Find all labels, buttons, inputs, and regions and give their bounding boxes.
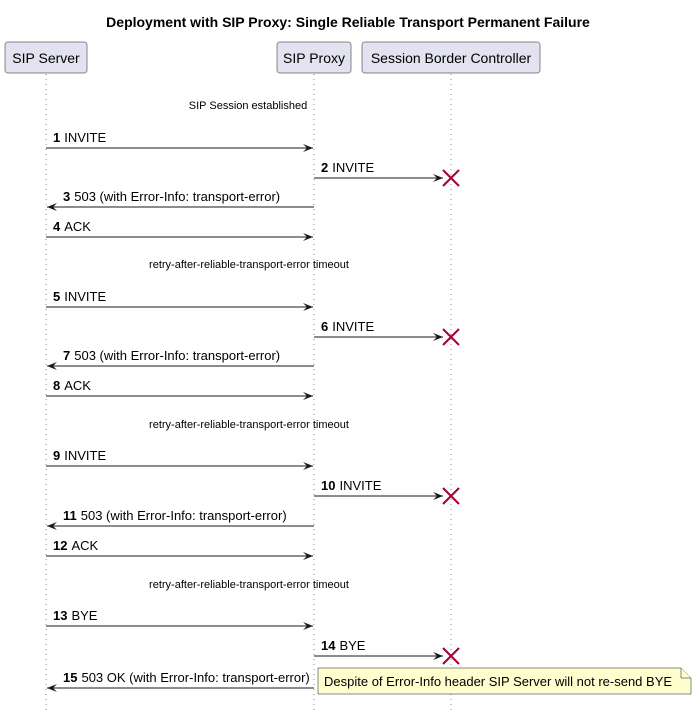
message-number: 2 bbox=[321, 160, 329, 175]
message-number: 6 bbox=[321, 319, 329, 334]
message-number: 14 bbox=[321, 638, 336, 653]
message-text: INVITE bbox=[332, 319, 375, 334]
message-10 bbox=[314, 478, 459, 504]
message-number: 11 bbox=[63, 508, 77, 523]
message-label bbox=[321, 638, 366, 653]
message-number: 13 bbox=[53, 608, 68, 623]
message-1 bbox=[46, 130, 313, 152]
message-text: BYE bbox=[71, 608, 98, 623]
message-13 bbox=[46, 608, 313, 630]
divider-label: SIP Session established bbox=[188, 100, 308, 112]
message-number: 9 bbox=[53, 448, 61, 463]
message-text: BYE bbox=[339, 638, 366, 653]
message-number: 15 bbox=[63, 670, 78, 685]
message-label bbox=[321, 478, 382, 493]
message-2 bbox=[314, 160, 459, 186]
message-4 bbox=[46, 219, 313, 241]
message-12 bbox=[46, 538, 313, 560]
message-14 bbox=[314, 638, 459, 664]
message-number: 7 bbox=[63, 348, 71, 363]
message-number: 10 bbox=[321, 478, 336, 493]
message-text: INVITE bbox=[332, 160, 375, 175]
message-7 bbox=[47, 348, 314, 370]
message-label bbox=[63, 348, 280, 363]
message-number: 5 bbox=[53, 289, 61, 304]
participant-sbc bbox=[362, 42, 540, 73]
message-text: 503 (with Error-Info: transport-error) bbox=[80, 508, 287, 523]
message-6 bbox=[314, 319, 459, 345]
message-15 bbox=[47, 670, 314, 692]
participant-label: SIP Proxy bbox=[283, 50, 345, 66]
message-label bbox=[321, 319, 374, 334]
participant-label: Session Border Controller bbox=[370, 50, 532, 66]
divider-label: retry-after-reliable-transport-error timeout bbox=[149, 419, 349, 431]
message-8 bbox=[46, 378, 313, 400]
participant-sip-server bbox=[5, 42, 87, 73]
participant-sip-proxy bbox=[277, 42, 351, 73]
diagram-title: Deployment with SIP Proxy: Single Reliable Transport Permanent Failure bbox=[106, 14, 590, 30]
message-label bbox=[321, 160, 374, 175]
message-label bbox=[63, 670, 310, 685]
message-text: INVITE bbox=[339, 478, 382, 493]
message-11 bbox=[47, 508, 314, 530]
participant-label: SIP Server bbox=[12, 50, 80, 66]
note bbox=[318, 668, 691, 694]
message-label bbox=[53, 538, 99, 553]
message-text: 503 OK (with Error-Info: transport-error) bbox=[81, 670, 310, 685]
note-text: Despite of Error-Info header SIP Server will not re-send BYE bbox=[324, 674, 673, 689]
message-text: 503 (with Error-Info: transport-error) bbox=[74, 348, 281, 363]
message-number: 4 bbox=[53, 219, 61, 234]
message-label bbox=[53, 448, 106, 463]
message-label bbox=[53, 219, 91, 234]
message-number: 8 bbox=[53, 378, 61, 393]
message-label bbox=[53, 289, 106, 304]
message-label bbox=[53, 130, 106, 145]
message-text: ACK bbox=[64, 378, 91, 393]
message-label bbox=[53, 608, 98, 623]
message-text: INVITE bbox=[64, 448, 107, 463]
messages-group bbox=[46, 130, 459, 692]
message-number: 12 bbox=[53, 538, 68, 553]
divider-label: retry-after-reliable-transport-error timeout bbox=[149, 579, 349, 591]
message-9 bbox=[46, 448, 313, 470]
message-label bbox=[63, 189, 280, 204]
message-text: ACK bbox=[64, 219, 91, 234]
message-label bbox=[53, 378, 91, 393]
message-number: 3 bbox=[63, 189, 71, 204]
message-5 bbox=[46, 289, 313, 311]
message-text: INVITE bbox=[64, 130, 107, 145]
message-3 bbox=[47, 189, 314, 211]
divider-label: retry-after-reliable-transport-error timeout bbox=[149, 259, 349, 271]
message-number: 1 bbox=[53, 130, 61, 145]
message-label bbox=[63, 508, 287, 523]
message-text: INVITE bbox=[64, 289, 107, 304]
message-text: 503 (with Error-Info: transport-error) bbox=[74, 189, 281, 204]
message-text: ACK bbox=[71, 538, 99, 553]
